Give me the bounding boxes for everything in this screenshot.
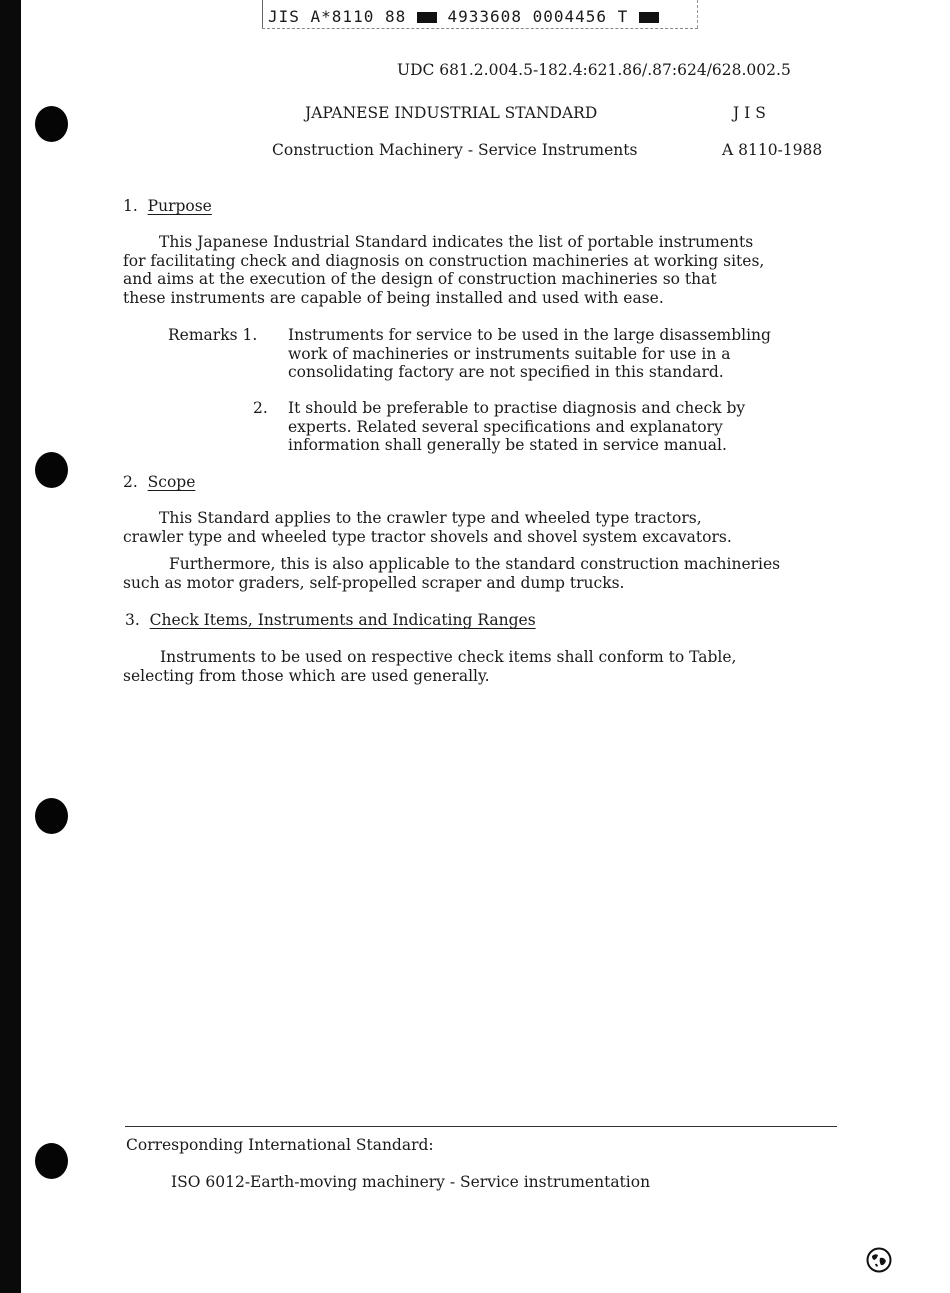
remark-2-number: 2. [253,399,268,417]
jis-mark: J I S [733,104,766,122]
section-title: Check Items, Instruments and Indicating Ranges [149,611,536,629]
header-border [697,0,698,28]
section-title: Scope [147,473,196,491]
remarks-label: Remarks 1. [168,326,258,344]
section-number: 1. [123,197,138,215]
punch-hole [35,1143,68,1179]
footer-rule [125,1126,837,1127]
redaction-block [417,12,437,23]
text-line: for facilitating check and diagnosis on construction machineries at working sites, [123,251,765,270]
text-line: these instruments are capable of being installed and used with ease. [123,288,664,307]
redaction-block [639,12,659,23]
text-line: experts. Related several specifications and explanatory [288,417,723,436]
text-line: Furthermore, this is also applicable to the standard construction machineries [169,555,781,573]
binding-edge [0,0,21,1293]
section-number: 2. [123,473,138,491]
remark-1 [288,326,771,382]
text-line: consolidating factory are not specified in this standard. [288,363,724,381]
section-heading-check-items [125,611,536,629]
scope-paragraph-2 [123,555,780,592]
header-code-prefix: JIS A*8110 88 [268,7,407,26]
header-code [268,7,659,26]
footer-label: Corresponding International Standard: [126,1136,434,1154]
section-heading-scope [123,473,195,491]
text-line: This Japanese Industrial Standard indicates the list of portable instruments [159,233,754,251]
standard-title: JAPANESE INDUSTRIAL STANDARD [305,104,598,122]
text-line: information shall generally be stated in service manual. [288,436,727,454]
header-border [262,0,263,28]
remark-2 [288,399,745,455]
section-heading-purpose [123,197,212,215]
header-underline [262,28,698,29]
document-title: Construction Machinery - Service Instruments [272,141,638,159]
text-line: Instruments for service to be used in the large disassembling [288,326,771,344]
check-items-paragraph [123,648,736,685]
punch-hole [35,106,68,142]
section-number: 3. [125,611,140,629]
text-line: work of machineries or instruments suitable for use in a [288,344,731,363]
footer-reference: ISO 6012-Earth-moving machinery - Service instrumentation [171,1173,651,1191]
purpose-paragraph [123,233,764,307]
text-line: This Standard applies to the crawler type and wheeled type tractors, [159,509,702,527]
text-line: selecting from those which are used generally. [123,666,490,685]
punch-hole [35,452,68,488]
udc-code: UDC 681.2.004.5-182.4:621.86/.87:624/628.002.5 [397,61,791,79]
scope-paragraph-1 [123,509,732,546]
text-line: crawler type and wheeled type tractor shovels and shovel system excavators. [123,527,732,546]
text-line: such as motor graders, self-propelled scraper and dump trucks. [123,573,625,592]
globe-icon [866,1247,892,1273]
section-title: Purpose [147,197,212,215]
punch-hole [35,798,68,834]
text-line: and aims at the execution of the design of construction machineries so that [123,270,717,288]
text-line: Instruments to be used on respective check items shall conform to Table, [160,648,737,666]
standard-number: A 8110-1988 [722,141,823,159]
text-line: It should be preferable to practise diagnosis and check by [288,399,746,417]
header-code-numbers: 4933608 0004456 T [447,7,629,26]
